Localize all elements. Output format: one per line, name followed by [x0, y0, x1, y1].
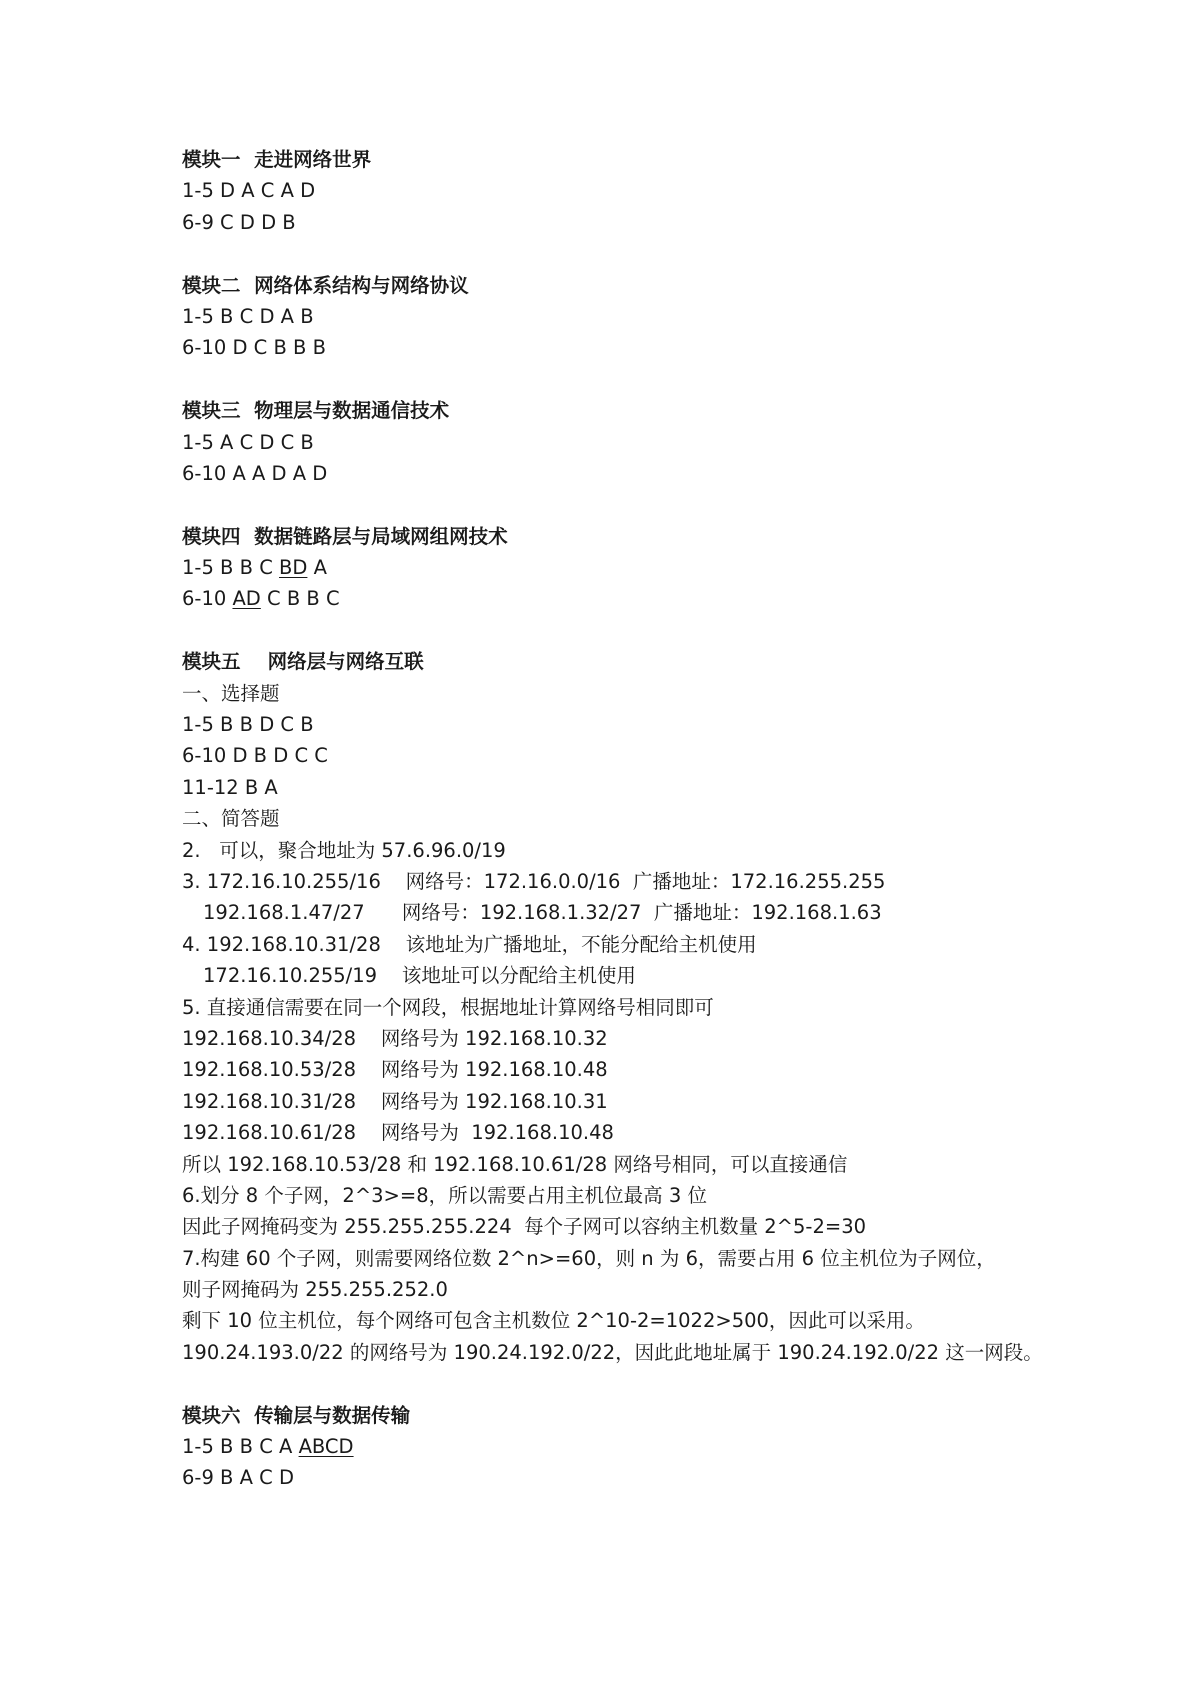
answer-text: 11-12 B A: [182, 775, 278, 799]
answer-text: 6.划分 8 个子网，2^3>=8，所以需要占用主机位最高 3 位: [182, 1183, 707, 1207]
answer-text: 192.168.10.34/28 网络号为 192.168.10.32: [182, 1026, 608, 1050]
answer-text: 1-5 B C D A B: [182, 304, 314, 328]
answer-text: 因此子网掩码变为 255.255.255.224 每个子网可以容纳主机数量 2^5-2=30: [182, 1215, 867, 1239]
answer-text: 2. 可以，聚合地址为 57.6.96.0/19: [182, 838, 506, 862]
answer-text: 则子网掩码为 255.255.252.0: [182, 1278, 448, 1302]
section-gap: [182, 1368, 1082, 1399]
answer-text: 3. 172.16.10.255/16 网络号：172.16.0.0/16 广播地址：172.16.255.255: [182, 869, 886, 893]
answer-text: 1-5 B B C A: [182, 1435, 299, 1459]
module-heading: 模块三 物理层与数据通信技术: [182, 399, 450, 423]
answer-text: 1-5 D A C A D: [182, 179, 316, 203]
answer-line: [182, 835, 1082, 866]
answer-text: 6-10 A A D A D: [182, 461, 328, 485]
answer-text: 所以 192.168.10.53/28 和 192.168.10.61/28 网络号相同，可以直接通信: [182, 1152, 848, 1176]
answer-line: [182, 960, 1082, 991]
answer-line: [182, 803, 1082, 834]
answer-text: 1-5 B B C: [182, 556, 280, 580]
answer-text: 190.24.193.0/22 的网络号为 190.24.192.0/22，因此此地址属于 190.24.192.0/22 这一网段。: [182, 1340, 1043, 1364]
answer-text: 6-10 D B D C C: [182, 744, 328, 768]
answer-text: 6-9 B A C D: [182, 1466, 294, 1490]
answer-line: [182, 1023, 1082, 1054]
document-page: [182, 144, 1082, 1494]
section-gap: [182, 615, 1082, 646]
answer-text: 172.16.10.255/19 该地址可以分配给主机使用: [203, 964, 636, 988]
answer-line: [182, 1054, 1082, 1085]
answer-text: 5. 直接通信需要在同一个网段，根据地址计算网络号相同即可: [182, 995, 714, 1019]
answer-line: [182, 1211, 1082, 1242]
answer-text: 192.168.1.47/27 网络号：192.168.1.32/27 广播地址：192.168.1.63: [203, 901, 882, 925]
module-heading: 模块四 数据链路层与局域网组网技术: [182, 524, 508, 548]
underlined-answer: BD: [279, 556, 308, 580]
answer-text: 1-5 A C D C B: [182, 430, 314, 454]
section-gap: [182, 238, 1082, 269]
answer-line: [182, 1431, 1082, 1462]
answer-text: 1-5 B B D C B: [182, 713, 314, 737]
answer-line: [182, 332, 1082, 363]
answer-text: 192.168.10.61/28 网络号为 192.168.10.48: [182, 1121, 614, 1145]
module-heading: 模块一 走进网络世界: [182, 148, 372, 171]
answer-line: [182, 1305, 1082, 1336]
answer-text: 7.构建 60 个子网，则需要网络位数 2^n>=60，则 n 为 6，需要占用 6 位主机位为子网位，: [182, 1246, 996, 1270]
answer-line: [182, 992, 1082, 1023]
answer-line: [182, 583, 1082, 614]
answer-text: 6-10 D C B B B: [182, 336, 327, 360]
answer-line: [182, 1243, 1082, 1274]
module-heading: 模块六 传输层与数据传输: [182, 1403, 411, 1427]
answer-line: [182, 1117, 1082, 1148]
answer-line: [182, 427, 1082, 458]
answer-line: [182, 740, 1082, 771]
answer-line: [182, 1337, 1082, 1368]
underlined-answer: ABCD: [298, 1435, 354, 1459]
answer-line: [182, 772, 1082, 803]
answer-line: [182, 929, 1082, 960]
answer-line: [182, 866, 1082, 897]
answer-line: [182, 552, 1082, 583]
underlined-answer: AD: [232, 587, 261, 611]
answer-line: [182, 1462, 1082, 1493]
answer-text: A: [307, 556, 327, 580]
answer-line: [182, 678, 1082, 709]
answer-line: [182, 897, 1082, 928]
answer-line: [182, 207, 1082, 238]
answer-text: 二、简答题: [182, 807, 280, 831]
answer-line: [182, 301, 1082, 332]
section-gap: [182, 364, 1082, 395]
answer-line: [182, 1274, 1082, 1305]
answer-line: [182, 1180, 1082, 1211]
answer-text: 6-10: [182, 587, 233, 611]
answer-line: [182, 709, 1082, 740]
answer-line: [182, 458, 1082, 489]
answer-text: C B B C: [260, 587, 340, 611]
answer-text: 6-9 C D D B: [182, 210, 296, 234]
answer-text: 一、选择题: [182, 681, 280, 705]
section-gap: [182, 489, 1082, 520]
module-heading: 模块五 网络层与网络互联: [182, 650, 424, 674]
answer-line: [182, 1149, 1082, 1180]
answer-text: 192.168.10.31/28 网络号为 192.168.10.31: [182, 1089, 608, 1113]
answer-line: [182, 175, 1082, 206]
answer-text: 4. 192.168.10.31/28 该地址为广播地址，不能分配给主机使用: [182, 932, 757, 956]
module-heading: 模块二 网络体系结构与网络协议: [182, 273, 469, 297]
answer-line: [182, 1086, 1082, 1117]
answer-text: 剩下 10 位主机位，每个网络可包含主机数位 2^10-2=1022>500，因此可以采用。: [182, 1309, 925, 1333]
answer-text: 192.168.10.53/28 网络号为 192.168.10.48: [182, 1058, 608, 1082]
